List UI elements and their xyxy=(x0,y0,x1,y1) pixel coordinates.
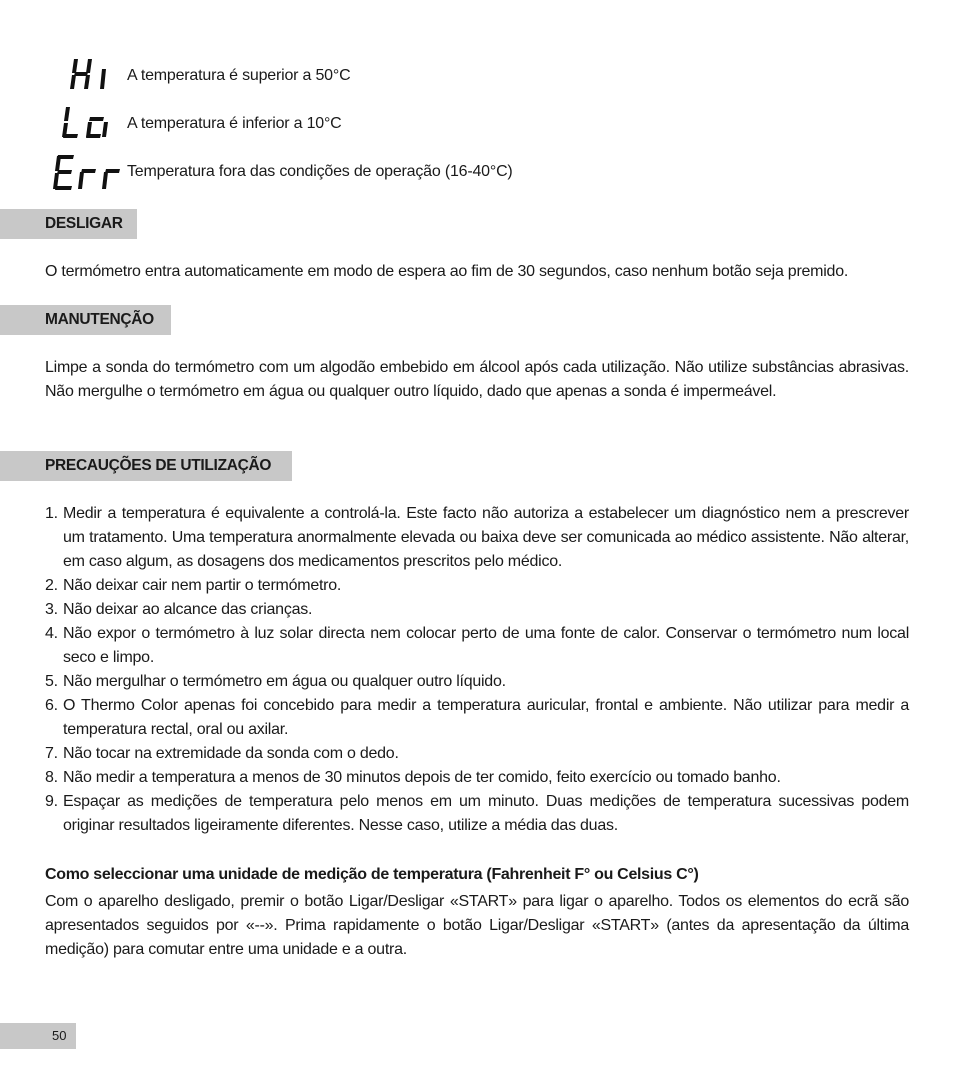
page-number: 50 xyxy=(52,1028,67,1043)
code-description: A temperatura é inferior a 10°C xyxy=(127,115,342,132)
list-item: 1. Medir a temperatura é equivalente a controlá-la. Este facto não autoriza a estabelecer um diagnóstico nem a prescrever um tratamento. Uma temperatura anormalmente elevada ou baixa deve ser comunicada ao médico assistente. Não alterar, em caso algum, as dosagens dos medicamentos prescritos pelo médico. xyxy=(45,505,909,570)
section-title: MANUTENÇÃO xyxy=(45,311,154,328)
desligar-text: O termómetro entra automaticamente em modo de espera ao fim de 30 segundos, caso nenhum botão seja premido. xyxy=(45,263,849,280)
lcd-hi-symbol xyxy=(50,55,110,95)
section-title: DESLIGAR xyxy=(45,215,123,232)
lcd-lo-symbol xyxy=(50,103,110,143)
code-row-hi xyxy=(50,55,750,101)
section-header-desligar xyxy=(0,209,137,239)
unit-selection-heading: Como seleccionar uma unidade de medição de temperatura (Fahrenheit F° ou Celsius C°) xyxy=(45,866,699,883)
list-item: 5. Não mergulhar o termómetro em água ou qualquer outro líquido. xyxy=(45,673,506,690)
list-item: 4. Não expor o termómetro à luz solar directa nem colocar perto de uma fonte de calor. Conservar o termómetro num local seco e limpo. xyxy=(45,625,909,666)
code-description: Temperatura fora das condições de operação (16-40°C) xyxy=(127,163,513,180)
list-item: 2. Não deixar cair nem partir o termómetro. xyxy=(45,577,342,594)
list-item: 9. Espaçar as medições de temperatura pelo menos em um minuto. Duas medições de temperatura sucessivas podem originar resultados ligeiramente diferentes. Nesse caso, utilize a média das duas. xyxy=(45,793,909,834)
list-item: 8. Não medir a temperatura a menos de 30 minutos depois de ter comido, feito exercício ou tomado banho. xyxy=(45,769,781,786)
precautions-list xyxy=(45,502,909,838)
list-item: 7. Não tocar na extremidade da sonda com o dedo. xyxy=(45,745,399,762)
section-header-precaucoes xyxy=(0,451,292,481)
lcd-err-symbol xyxy=(50,151,130,197)
manutencao-text: Limpe a sonda do termómetro com um algodão embebido em álcool após cada utilização. Não utilize substâncias abrasivas. Não mergulhe o termómetro em água ou qualquer outro líquido, dado que apenas a sonda é impermeável. xyxy=(45,359,909,400)
code-row-err xyxy=(50,151,750,197)
section-header-manutencao xyxy=(0,305,171,335)
code-description: A temperatura é superior a 50°C xyxy=(127,67,351,84)
unit-selection-text: Com o aparelho desligado, premir o botão Ligar/Desligar «START» para ligar o aparelho. Todos os elementos do ecrã são apresentados seguidos por «--». Prima rapidamente o botão Ligar/Desligar «START» (antes da apresentação da última medição) para comutar entre uma unidade e a outra. xyxy=(45,893,909,958)
list-item: 3. Não deixar ao alcance das crianças. xyxy=(45,601,313,618)
code-row-lo xyxy=(50,103,750,149)
section-title: PRECAUÇÕES DE UTILIZAÇÃO xyxy=(45,457,272,474)
page-number-box xyxy=(0,1023,76,1049)
list-item: 6. O Thermo Color apenas foi concebido para medir a temperatura auricular, frontal e ambiente. Não utilizar para medir a temperatura rectal, oral ou axilar. xyxy=(45,697,909,738)
